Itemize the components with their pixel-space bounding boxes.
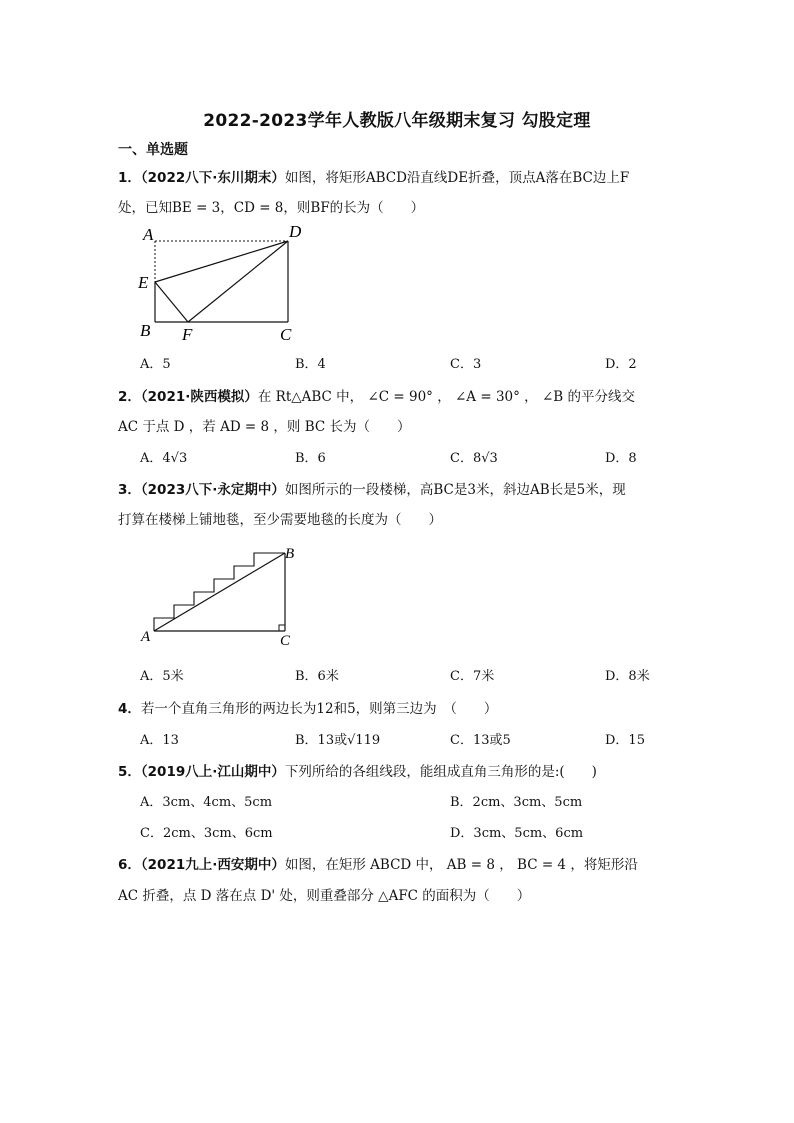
label-c: C [280, 325, 292, 344]
question-4-text1: 若一个直角三角形的两边长为12和5，则第三边为 （ ） [140, 701, 498, 717]
question-4-option-d[interactable]: D．15 [605, 733, 645, 748]
question-1-option-b[interactable]: B．4 [295, 357, 326, 372]
question-4-option-a[interactable]: A．13 [140, 733, 179, 748]
question-5-source: （2019八上·江山期中） [140, 764, 285, 780]
question-5-number: 5． [118, 764, 141, 780]
page-title: 2022-2023学年人教版八年级期末复习 勾股定理 [203, 111, 591, 131]
question-4-number: 4． [118, 701, 141, 717]
segment-ab [154, 553, 285, 631]
question-6-line2: AC 折叠，点 D 落在点 D' 处，则重叠部分 △AFC 的面积为（ ） [118, 888, 531, 904]
question-6-line1 [118, 853, 638, 873]
question-4-line1 [118, 697, 497, 717]
question-1-source: （2022八下·东川期末） [140, 170, 285, 186]
label-d: D [289, 222, 302, 241]
question-5-option-d[interactable]: D．3cm、5cm、6cm [450, 826, 584, 841]
question-1-number: 1． [118, 170, 141, 186]
segment-ef [155, 282, 188, 322]
question-1-line1 [118, 166, 629, 186]
label-a: A [143, 225, 154, 244]
question-5-option-c[interactable]: C．2cm、3cm、6cm [140, 826, 273, 841]
question-3-figure [138, 542, 308, 652]
question-2-option-b[interactable]: B．6 [295, 451, 326, 466]
question-6-source: （2021九上·西安期中） [140, 857, 285, 873]
label-f: F [182, 325, 193, 344]
question-2-source: （2021·陕西模拟） [140, 389, 258, 405]
question-6-number: 6． [118, 857, 141, 873]
segment-fd [188, 241, 288, 322]
label-c: C [280, 633, 291, 649]
label-b: B [140, 321, 151, 340]
question-3-option-d[interactable]: D．8米 [605, 669, 650, 684]
question-2-line2: AC 于点 D ，若 AD = 8 ，则 BC 长为（ ） [118, 419, 411, 435]
question-2-text1: 在 Rt△ABC 中， ∠C = 90° ， ∠A = 30° ， ∠B 的平分线交 [257, 389, 635, 405]
question-5-option-a[interactable]: A．3cm、4cm、5cm [140, 795, 273, 810]
question-5-text1: 下列所给的各组线段，能组成直角三角形的是:( ) [284, 764, 597, 780]
question-3-option-b[interactable]: B．6米 [295, 669, 339, 684]
question-6-text1: 如图，在矩形 ABCD 中， AB = 8 ， BC = 4 ，将矩形沿 [284, 857, 638, 873]
label-b: B [285, 546, 295, 562]
question-2-option-d[interactable]: D．8 [605, 451, 637, 466]
question-4-option-b[interactable]: B．13或√119 [295, 733, 381, 748]
question-5-option-b[interactable]: B．2cm、3cm、5cm [450, 795, 583, 810]
question-1-option-d[interactable]: D．2 [605, 357, 637, 372]
segment-ed [155, 241, 288, 282]
question-5-line1 [118, 760, 597, 780]
label-e: E [138, 273, 149, 292]
question-1-text1: 如图，将矩形ABCD沿直线DE折叠，顶点A落在BC边上F [284, 170, 630, 186]
question-3-line1 [118, 478, 626, 498]
question-1-option-c[interactable]: C．3 [450, 357, 482, 372]
question-3-text1: 如图所示的一段楼梯，高BC是3米，斜边AB长是5米，现 [284, 482, 626, 498]
section-header: 一、单选题 [118, 142, 188, 158]
question-3-option-c[interactable]: C．7米 [450, 669, 495, 684]
question-2-option-c[interactable]: C．8√3 [450, 451, 498, 466]
right-angle-mark [279, 625, 285, 631]
label-a: A [141, 629, 151, 645]
question-2-line1 [118, 385, 635, 405]
question-3-line2: 打算在楼梯上铺地毯，至少需要地毯的长度为（ ） [118, 512, 442, 528]
question-3-number: 3． [118, 482, 141, 498]
question-2-option-a[interactable]: A．4√3 [140, 451, 188, 466]
question-1-option-a[interactable]: A．5 [140, 357, 171, 372]
question-3-source: （2023八下·永定期中） [140, 482, 285, 498]
question-4-option-c[interactable]: C．13或5 [450, 733, 511, 748]
question-1-line2: 处，已知BE = 3，CD = 8，则BF的长为（ ） [118, 200, 425, 216]
question-2-number: 2． [118, 389, 141, 405]
question-1-figure [130, 220, 310, 345]
question-3-option-a[interactable]: A．5米 [140, 669, 184, 684]
